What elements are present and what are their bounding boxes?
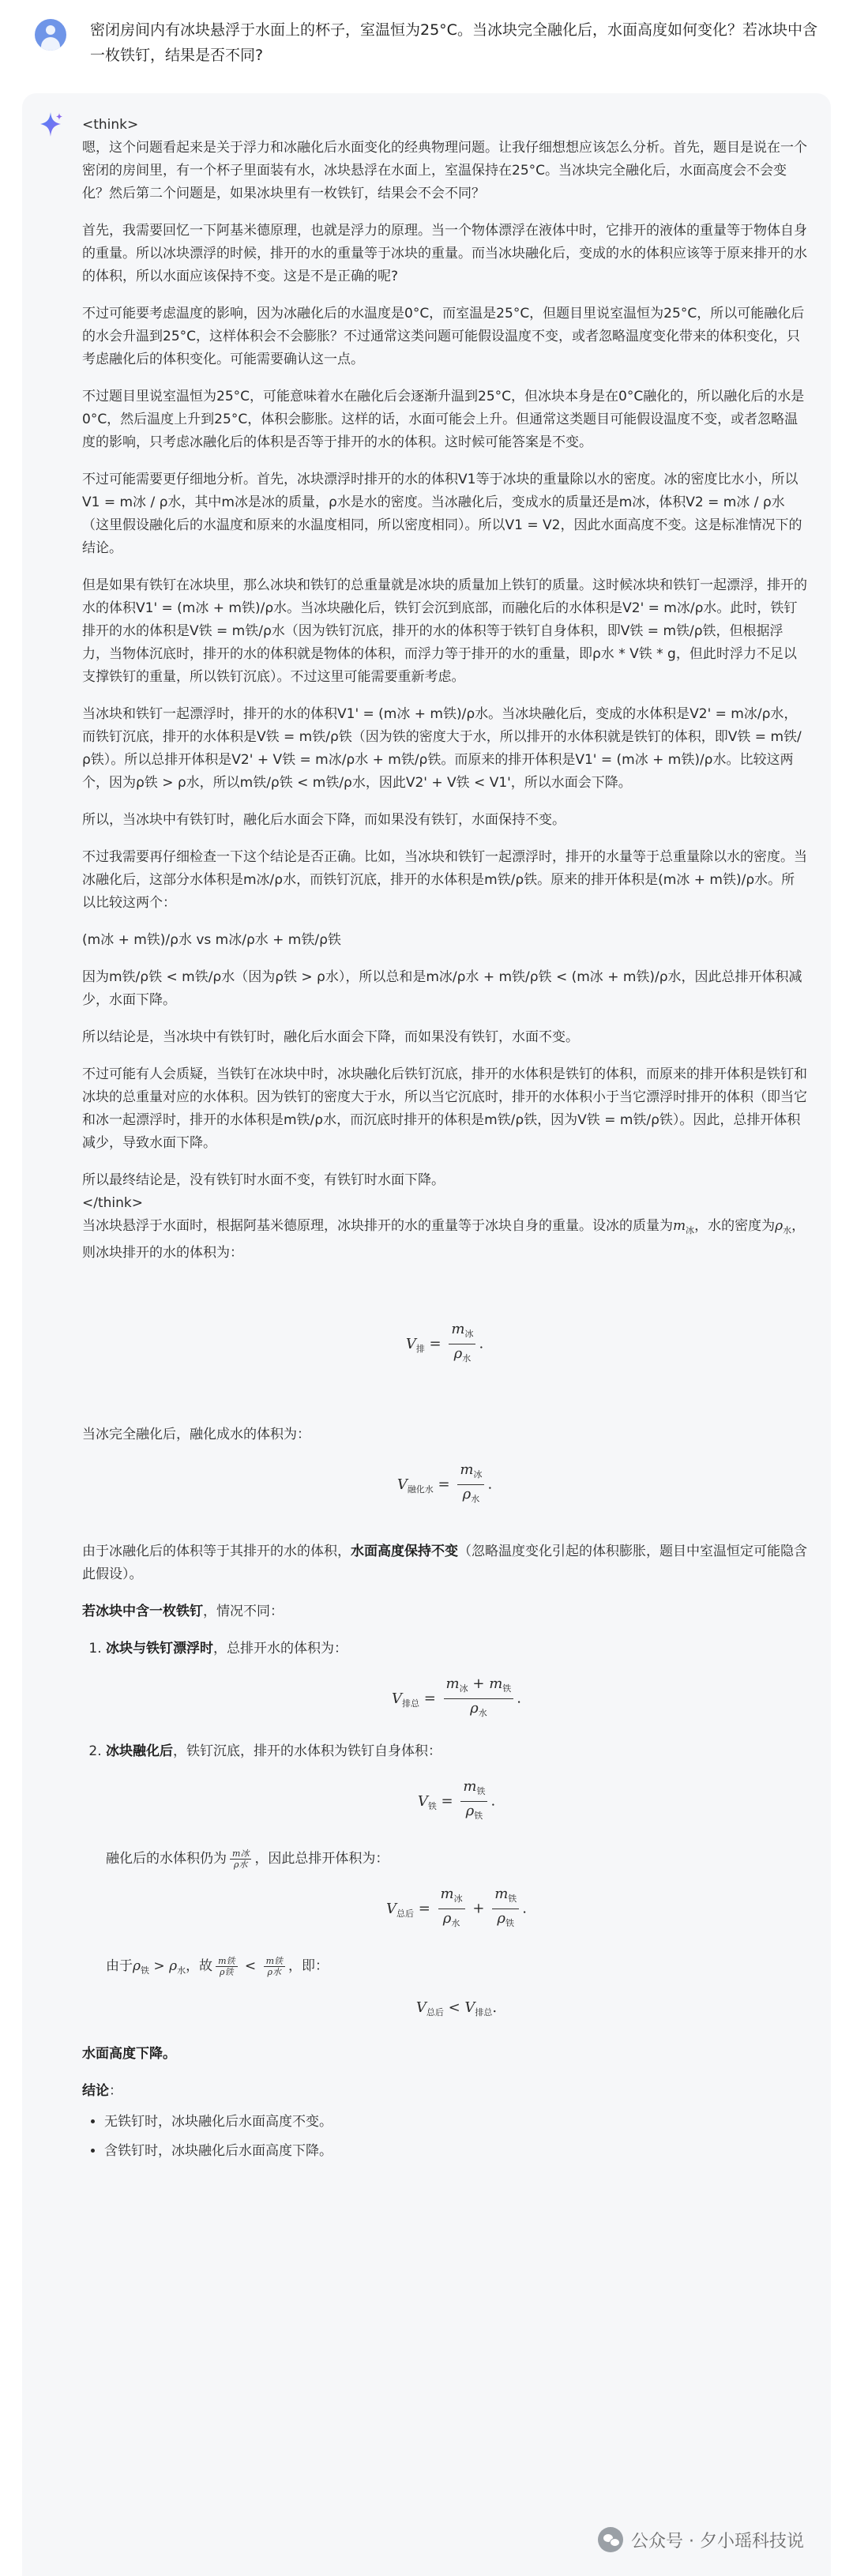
think-paragraph: 不过可能需要更仔细地分析。首先，冰块漂浮时排开的水的体积V1等于冰块的重量除以水的密度。冰的密度比水小，所以V1 = m冰 / ρ水，其中m冰是冰的质量，ρ水是水的密度。当冰融化后，变成水的质量还是m冰，体积V2 = m冰 / ρ水（这里假设融化后的水温度和原来的水温度相同，所以密度相同）。所以V1 = V2，因此水面高度不变。这是标准情况下的结论。 bbox=[82, 472, 802, 556]
answer-step-1: 1. 冰块与铁钉漂浮时，总排开水的体积为： $V_{排总}$ = $\frac{m_冰 + m_铁}{\rho_水}$ . bbox=[106, 1638, 807, 1723]
answer-nail-heading: 若冰块中含一枚铁钉，情况不同： bbox=[82, 1604, 284, 1619]
think-paragraph: 不过我需要再仔细检查一下这个结论是否正确。比如，当冰块和铁钉一起漂浮时，排开的水量等于总重量除以水的密度。当冰融化后，这部分水体积是m冰/ρ水，而铁钉沉底，排开的水体积是m铁/ρ铁。原来的排开体积是(m冰 + m铁)/ρ水。所以比较这两个： bbox=[82, 849, 807, 911]
think-paragraph: 所以结论是，当冰块中有铁钉时，融化后水面会下降，而如果没有铁钉，水面不变。 bbox=[82, 1029, 579, 1045]
watermark bbox=[598, 2527, 804, 2552]
formula-v-melt: $V_{融化水}$ = $\frac{m_冰}{\rho_水}$ . bbox=[396, 1461, 493, 1504]
user-question: 密闭房间内有冰块悬浮于水面上的杯子，室温恒为25°C。当冰块完全融化后，水面高度如何变化？若冰块中含一枚铁钉，结果是否不同? bbox=[90, 21, 817, 64]
answer-result: 水面高度下降。 bbox=[82, 2046, 176, 2062]
answer-step-2: 2. 冰块融化后，铁钉沉底，排开的水体积为铁钉自身体积： $V_铁$ = $\frac{m_铁}{\rho_铁}$ . 融化后的水体积仍为 $\frac{\text{m冰}}{\text{ρ水}}$ ，因此总排开体积为： $V_{总后}$ = $\frac{m_冰}{\rho_水}$ + $\frac{m_铁}{\rho_铁}$ . 由于$\rho_铁 > \rho_水$，故 $\frac{\text{m铁}}{\text{ρ铁}}$ < $\frac{\text{m铁}}{\text{ρ水}}$ ，即： $V_{总后} < V_{排总}$. bbox=[106, 1740, 807, 2024]
think-paragraph: 不过可能要考虑温度的影响，因为冰融化后的水温度是0°C，而室温是25°C，但题目里说室温恒为25°C，所以可能融化后的水会升温到25°C，这样体积会不会膨胀？不过通常这类问题可能假设温度不变，或者忽略温度变化带来的体积变化，只考虑融化后的体积变化。可能需要确认这一点。 bbox=[82, 306, 805, 367]
think-paragraph: 所以，当冰块中有铁钉时，融化后水面会下降，而如果没有铁钉，水面保持不变。 bbox=[82, 812, 566, 828]
think-paragraph: 但是如果有铁钉在冰块里，那么冰块和铁钉的总重量就是冰块的质量加上铁钉的质量。这时候冰块和铁钉一起漂浮，排开的水的体积V1' = (m冰 + m铁)/ρ水。当冰块融化后，铁钉会沉到底部，而融化后的水体积是V2' = m冰/ρ水。此时，铁钉排开的水的体积是V铁 = m铁/ρ水（因为铁钉沉底，排开的水的体积等于铁钉自身体积，即V铁 = m铁/ρ铁，但根据浮力，当物体沉底时，排开的水的体积就是物体的体积，而浮力等于排开的水的重量，即ρ水 * V铁 * g，但此时浮力不足以支撑铁钉的重量，所以铁钉沉底）。不过这里可能需要重新考虑。 bbox=[82, 577, 807, 685]
user-avatar bbox=[35, 19, 66, 51]
think-paragraph: 不过可能有人会质疑，当铁钉在冰块中时，冰块融化后铁钉沉底，排开的水体积是铁钉的体积，而原来的排开体积是铁钉和冰块的总重量对应的水体积。因为铁钉的密度大于水，所以当它沉底时，排开的水体积小于当它漂浮时排开的体积（即当它和冰一起漂浮时，排开的水体积是m铁/ρ水，而沉底时排开的体积是m铁/ρ铁，因为V铁 = m铁/ρ铁）。因此，总排开体积减少，导致水面下降。 bbox=[82, 1066, 807, 1151]
watermark-text: 公众号 · 夕小瑶科技说 bbox=[631, 2531, 804, 2552]
formula-v-iron: $V_铁$ = $\frac{m_铁}{\rho_铁}$ . bbox=[417, 1778, 496, 1821]
answer-melt-text: 当冰完全融化后，融化成水的体积为： bbox=[82, 1427, 310, 1442]
answer-conclusion: 由于冰融化后的体积等于其排开的水的体积，水面高度保持不变（忽略温度变化引起的体积膨胀，题目中室温恒定可能隐含此假设）。 bbox=[82, 1544, 807, 1582]
think-paragraph: 所以最终结论是，没有铁钉时水面不变，有铁钉时水面下降。 bbox=[82, 1172, 445, 1188]
user-message bbox=[35, 17, 825, 68]
think-paragraph: 当冰块和铁钉一起漂浮时，排开的水的体积V1' = (m冰 + m铁)/ρ水。当冰块融化后，变成的水体积是V2' = m冰/ρ水，而铁钉沉底，排开的水体积是V铁 = m铁/ρ铁（因为铁的密度大于水，所以排开的水体积就是铁钉的体积，即V铁 = m铁/ρ铁）。所以总排开体积是V2' + V铁 = m冰/ρ水 + m铁/ρ铁。而原来的排开体积是V1' = (m冰 + m铁)/ρ水。比较这两个，因为ρ铁 > ρ水，所以m铁/ρ铁 < m铁/ρ水，因此V2' + V铁 < V1'，所以水面会下降。 bbox=[82, 706, 802, 791]
formula-v-total-after: $V_{总后}$ = $\frac{m_冰}{\rho_水}$ + $\frac{m_铁}{\rho_铁}$ . bbox=[385, 1886, 527, 1928]
answer-steps bbox=[82, 1638, 807, 2024]
think-close-tag: </think> bbox=[82, 1195, 143, 1211]
response-content bbox=[82, 114, 807, 2169]
think-open-tag: <think> bbox=[82, 117, 139, 133]
final-conclusion-list bbox=[82, 2111, 807, 2163]
formula-v-displaced: $V_排$ = $\frac{m_冰}{\rho_水}$ . bbox=[405, 1321, 484, 1363]
think-paragraph: 嗯，这个问题看起来是关于浮力和冰融化后水面变化的经典物理问题。让我仔细想想应该怎么分析。首先，题目是说在一个密闭的房间里，有一个杯子里面装有水，冰块悬浮在水面上，室温保持在25°C。当冰块完全融化后，水面高度会不会变化？然后第二个问题是，如果冰块里有一枚铁钉，结果会不会不同？ bbox=[82, 140, 807, 201]
answer-step2-melt: 融化后的水体积仍为 $\frac{\text{m冰}}{\text{ρ水}}$ ，因此总排开体积为： bbox=[106, 1848, 389, 1870]
answer-intro: 当冰块悬浮于水面时，根据阿基米德原理，冰块排开的水的重量等于冰块自身的重量。设冰的质量为$m_冰$，水的密度为$\rho_水$，则冰块排开的水的体积为： bbox=[82, 1218, 806, 1261]
wechat-icon bbox=[598, 2527, 623, 2552]
formula-v-total: $V_{排总}$ = $\frac{m_冰 + m_铁}{\rho_水}$ . bbox=[391, 1675, 521, 1718]
assistant-response-card bbox=[22, 93, 831, 2576]
think-paragraph: 不过题目里说室温恒为25°C，可能意味着水在融化后会逐渐升温到25°C，但冰块本身是在0°C融化的，所以融化后的水是0°C，然后温度上升到25°C，体积会膨胀。这样的话，水面可能会上升。但通常这类题目可能假设温度不变，或者忽略温度的影响，只考虑冰融化后的体积是否等于排开的水的体积。这时候可能答案是不变。 bbox=[82, 389, 805, 450]
formula-compare: $V_{总后} < V_{排总}$. bbox=[415, 1999, 498, 2018]
think-paragraph: 首先，我需要回忆一下阿基米德原理，也就是浮力的原理。当一个物体漂浮在液体中时，它排开的液体的重量等于物体自身的重量。所以冰块漂浮的时候，排开的水的重量等于冰块的重量。而当冰块融化后，变成的水的体积应该等于原来排开的水的体积，所以水面应该保持不变。这是不是正确的呢? bbox=[82, 223, 807, 284]
think-paragraph: 因为m铁/ρ铁 < m铁/ρ水（因为ρ铁 > ρ水），所以总和是m冰/ρ水 + m铁/ρ铁 < (m冰 + m铁)/ρ水，因此总排开体积减少，水面下降。 bbox=[82, 969, 802, 1008]
final-conclusion-label: 结论： bbox=[82, 2083, 122, 2099]
sparkle-icon bbox=[36, 111, 65, 139]
think-paragraph: (m冰 + m铁)/ρ水 vs m冰/ρ水 + m铁/ρ铁 bbox=[82, 932, 341, 948]
answer-since: 由于$\rho_铁 > \rho_水$，故 $\frac{\text{m铁}}{\text{ρ铁}}$ < $\frac{\text{m铁}}{\text{ρ水}}$ ，即： bbox=[106, 1955, 329, 1977]
list-item: • 含铁钉时，冰块融化后水面高度下降。 bbox=[104, 2140, 807, 2163]
list-item: • 无铁钉时，冰块融化后水面高度不变。 bbox=[104, 2111, 807, 2134]
